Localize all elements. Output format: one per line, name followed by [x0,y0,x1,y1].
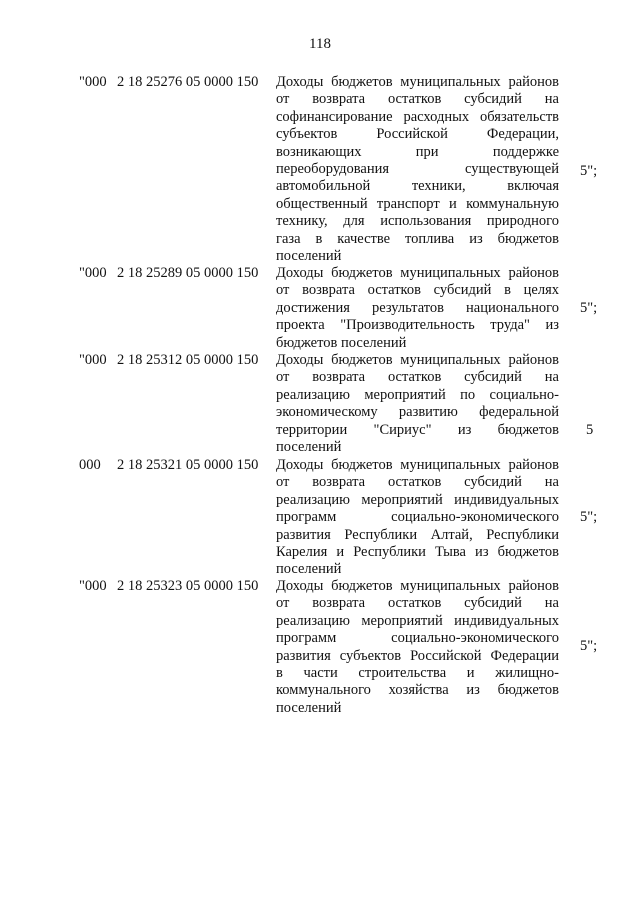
description-line: технику, для использования природного [276,213,559,230]
row-prefix: "000 [79,352,107,368]
description-line: Доходы бюджетов муниципальных районов [276,74,559,90]
description-line: развития субъектов Российской Федерации [276,647,559,664]
description-line: бюджетов поселений [276,334,407,351]
row-description [276,74,559,265]
budget-code: 2 18 25321 05 0000 150 [117,457,259,473]
description-line: реализацию мероприятий индивидуальных [276,612,559,629]
row-description [276,578,559,717]
description-line: поселений [276,699,342,716]
description-line: реализацию мероприятий индивидуальных [276,491,559,508]
description-line: от возврата остатков субсидий на [276,595,559,612]
description-line: субъектов Российской Федерации, [276,126,559,143]
row-prefix: 000 [79,457,101,473]
description-line: от возврата остатков субсидий на [276,369,559,386]
description-line: экономическому развитию федеральной [276,404,559,421]
description-line: софинансирование расходных обязательств [276,108,559,125]
description-line: Доходы бюджетов муниципальных районов [276,352,559,368]
description-line: программ социально-экономического [276,630,559,647]
budget-code: 2 18 25276 05 0000 150 [117,74,259,90]
budget-code: 2 18 25312 05 0000 150 [117,352,259,368]
description-line: Доходы бюджетов муниципальных районов [276,578,559,594]
description-line: в части строительства и жилищно- [276,664,559,681]
description-line: реализацию мероприятий по социально- [276,386,559,403]
row-rate: 5"; [580,509,598,525]
row-rate: 5"; [580,300,598,316]
description-line: достижения результатов национального [276,299,559,316]
description-line: коммунального хозяйства из бюджетов [276,682,559,699]
description-line: поселений [276,438,342,455]
description-line: поселений [276,561,342,578]
description-line: поселений [276,247,342,264]
description-line: газа в качестве топлива из бюджетов [276,230,559,247]
budget-code: 2 18 25289 05 0000 150 [117,265,259,281]
description-line: развития Республики Алтай, Республики [276,526,559,543]
description-line: территории "Сириус" из бюджетов [276,421,559,438]
row-rate: 5"; [580,638,598,654]
description-line: проекта "Производительность труда" из [276,317,559,334]
description-line: от возврата остатков субсидий в целях [276,282,559,299]
row-rate: 5 [586,422,594,438]
description-line: общественный транспорт и коммунальную [276,195,559,212]
row-prefix: "000 [79,74,107,90]
description-line: переоборудования существующей [276,160,559,177]
budget-code: 2 18 25323 05 0000 150 [117,578,259,594]
description-line: Доходы бюджетов муниципальных районов [276,457,559,473]
description-line: программ социально-экономического [276,509,559,526]
row-rate: 5"; [580,163,598,179]
description-line: Карелия и Республики Тыва из бюджетов [276,543,559,560]
page-number: 118 [309,36,331,52]
description-line: автомобильной техники, включая [276,178,559,195]
description-line: от возврата остатков субсидий на [276,474,559,491]
row-prefix: "000 [79,578,107,594]
description-line: от возврата остатков субсидий на [276,91,559,108]
row-description [276,352,559,456]
row-description [276,457,559,579]
description-line: возникающих при поддержке [276,143,559,160]
description-line: Доходы бюджетов муниципальных районов [276,265,559,281]
row-prefix: "000 [79,265,107,281]
row-description [276,265,559,352]
